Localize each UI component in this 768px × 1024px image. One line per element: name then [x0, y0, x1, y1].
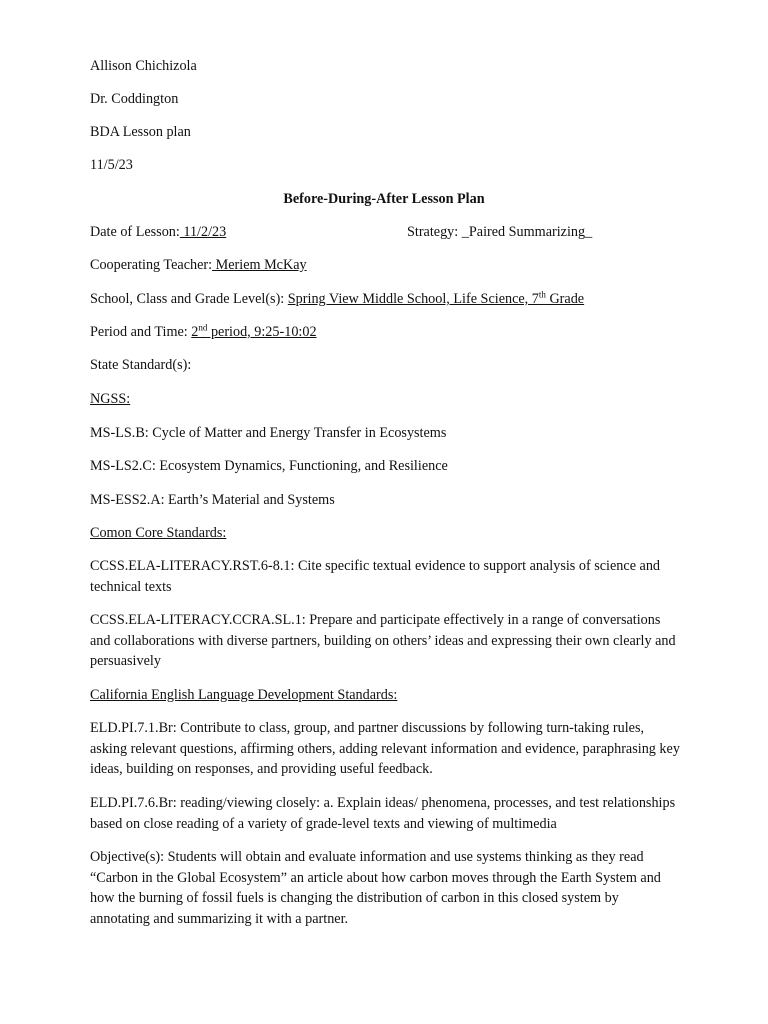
school-label: School, Class and Grade Level(s):	[90, 291, 288, 307]
student-name: Allison Chichizola	[90, 58, 197, 74]
course-name: BDA Lesson plan	[90, 124, 191, 140]
ngss-item: MS-LS2.C: Ecosystem Dynamics, Functioning, and Resilience	[90, 458, 448, 474]
period-rest: period, 9:25-10:02	[207, 324, 317, 340]
document-date: 11/5/23	[90, 157, 133, 173]
ngss-item: MS-LS.B: Cycle of Matter and Energy Transfer in Ecosystems	[90, 425, 447, 441]
common-core-heading: Comon Core Standards:	[90, 525, 227, 541]
teacher-label: Cooperating Teacher:	[90, 257, 213, 273]
school-row	[90, 290, 584, 308]
period-sup: nd	[198, 322, 208, 333]
school-value-text: Spring View Middle School, Life Science, 7	[287, 291, 539, 307]
period-label: Period and Time:	[90, 324, 192, 340]
state-standards-label: State Standard(s):	[90, 357, 192, 373]
strategy-row	[407, 223, 592, 241]
eld-item: ELD.PI.7.1.Br: Contribute to class, group, and partner discussions by following turn-taking rules, asking relevant questions, affirming others, adding relevant information and evidence, paraphrasing key ideas, building on responses, and providing useful feedback.	[90, 720, 680, 777]
common-core-item: CCSS.ELA-LITERACY.CCRA.SL.1: Prepare and participate effectively in a range of conversations and collaborations with diverse partners, building on others’ ideas and expressing their own clearly and persuasively	[90, 612, 676, 669]
objective-paragraph: Objective(s): Students will obtain and evaluate information and use systems thinking as they read “Carbon in the Global Ecosystem” an article about how carbon moves through the Earth System and how the burning of fossil fuels is changing the distribution of carbon in this closed system by annotating and summarizing it with a partner.	[90, 849, 661, 927]
school-grade-sup: th	[538, 289, 546, 300]
teacher-value: Meriem McKay	[212, 257, 307, 273]
strategy-value: _Paired Summarizing_	[461, 224, 593, 240]
period-number: 2	[191, 324, 199, 340]
ngss-item: MS-ESS2.A: Earth’s Material and Systems	[90, 492, 335, 508]
ngss-heading: NGSS:	[90, 391, 131, 407]
strategy-label: Strategy:	[407, 224, 462, 240]
eld-heading: California English Language Development Standards:	[90, 687, 398, 703]
period-row	[90, 323, 317, 341]
lesson-date-label: Date of Lesson:	[90, 224, 180, 240]
cooperating-teacher-row	[90, 256, 307, 274]
lesson-date-value: 11/2/23	[179, 224, 227, 240]
common-core-item: CCSS.ELA-LITERACY.RST.6-8.1: Cite specific textual evidence to support analysis of science and technical texts	[90, 558, 661, 595]
period-value	[191, 324, 316, 340]
lesson-date-row	[90, 223, 226, 241]
school-value	[288, 291, 584, 307]
instructor-name: Dr. Coddington	[90, 91, 179, 107]
school-value-tail: Grade	[545, 291, 585, 307]
page-title: Before-During-After Lesson Plan	[283, 191, 485, 207]
eld-item: ELD.PI.7.6.Br: reading/viewing closely: a. Explain ideas/ phenomena, processes, and test relationships based on close reading of a variety of grade-level texts and viewing of multimedia	[90, 795, 676, 832]
